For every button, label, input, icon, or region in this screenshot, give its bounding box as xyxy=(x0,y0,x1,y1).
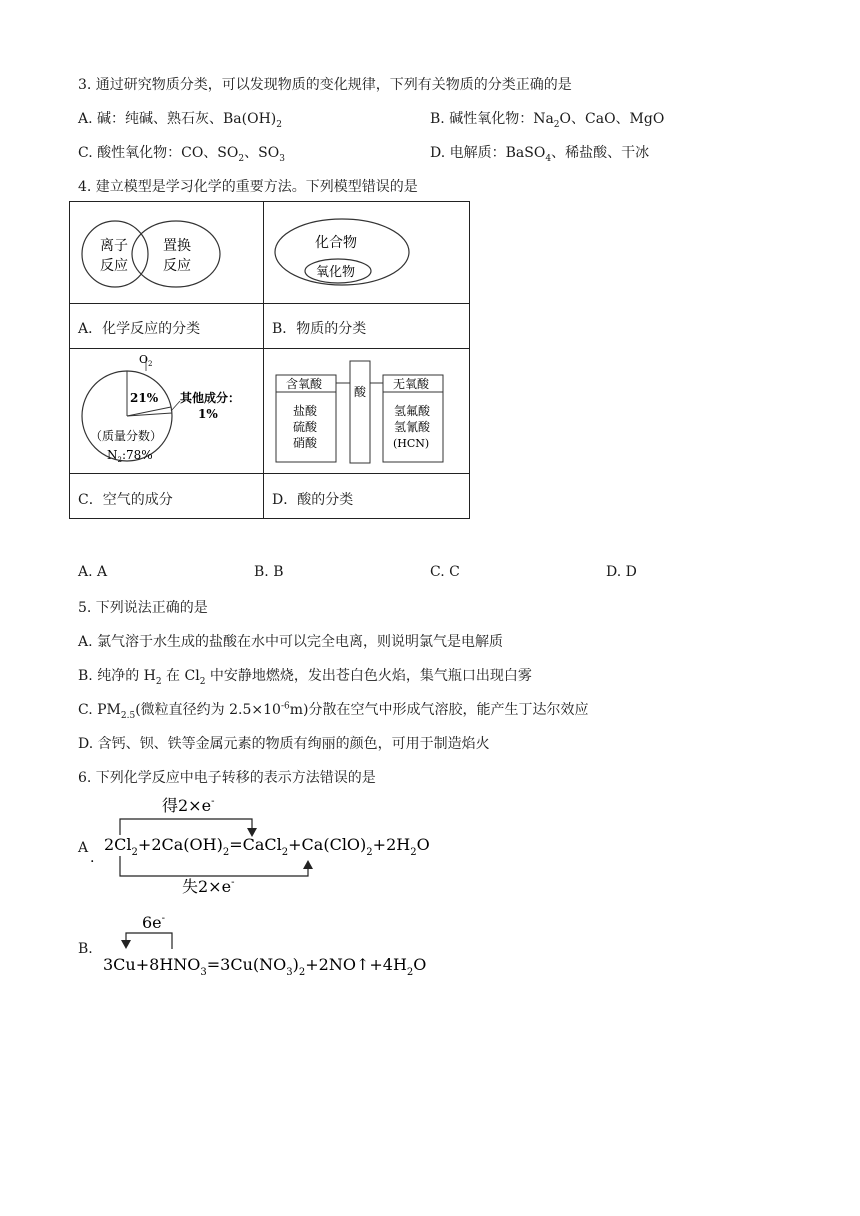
mass-fraction-label: （质量分数） xyxy=(90,429,163,443)
right-circle-line1: 置换 xyxy=(163,238,191,254)
q5-stem: 5. 下列说法正确的是 xyxy=(78,600,208,616)
q5-option-d: D. 含钙、钡、铁等金属元素的物质有绚丽的颜色，可用于制造焰火 xyxy=(78,736,490,752)
q3-option-b: B. 碱性氧化物：$Na_2O$、CaO、MgO xyxy=(430,111,665,130)
q6-option-a-label: A xyxy=(78,840,89,856)
o2-percent: 21% xyxy=(130,391,159,405)
q3-option-d: D. 电解质：BaSO$_4$、稀盐酸、干冰 xyxy=(430,145,650,164)
model-table xyxy=(69,201,470,519)
o2-label: $O_2$ xyxy=(139,353,153,368)
oxygen-free-acid-item: 氢氟酸 xyxy=(394,404,431,418)
q4-answer-c: C. C xyxy=(430,564,460,580)
acid-classification-diagram xyxy=(264,349,470,473)
acid-label: 酸 xyxy=(354,385,367,399)
oxygen-free-acid-item: (HCN) xyxy=(393,437,430,450)
n2-label: $N_2:78\%$ xyxy=(107,448,153,464)
q4-answer-b: B. B xyxy=(254,564,284,580)
equation-b: $3Cu+8HNO_3=3Cu(NO_3)_2+2NO↑+4H_2O$ xyxy=(103,955,427,978)
caption-c: C．空气的成分 xyxy=(78,492,173,508)
q4-answer-d: D. D xyxy=(606,564,637,580)
oxygen-free-acid-item: 氢氰酸 xyxy=(394,420,431,434)
transfer-electrons-label: 6e- xyxy=(142,913,166,932)
caption-d: D．酸的分类 xyxy=(272,492,354,508)
outer-label: 化合物 xyxy=(315,235,357,251)
oxyacid-item: 硝酸 xyxy=(293,436,318,450)
left-circle-line2: 反应 xyxy=(100,258,128,274)
q6-stem: 6. 下列化学反应中电子转移的表示方法错误的是 xyxy=(78,770,376,786)
other-label: 其他成分： xyxy=(180,391,241,405)
dot-mark: . xyxy=(90,850,95,866)
gain-electrons-label: 得2×e- xyxy=(162,796,215,815)
q3-option-c: C. 酸性氧化物：CO、$SO_2$、$SO_3$ xyxy=(78,145,285,164)
electron-transfer-diagram-b xyxy=(96,908,427,978)
left-circle-line1: 离子 xyxy=(100,238,128,254)
q6-option-b-label: B. xyxy=(78,941,93,957)
oxyacid-item: 硫酸 xyxy=(293,420,318,434)
q3-option-a: A. 碱：纯碱、熟石灰、$Ba(OH)_2$ xyxy=(78,111,282,130)
q4-answer-a: A. A xyxy=(78,564,108,580)
venn-diagram xyxy=(70,202,263,303)
right-circle-line2: 反应 xyxy=(163,258,191,274)
oxyacid-header: 含氧酸 xyxy=(286,377,323,391)
q4-stem: 4. 建立模型是学习化学的重要方法。下列模型错误的是 xyxy=(78,179,418,195)
oxyacid-item: 盐酸 xyxy=(293,404,318,418)
q3-stem: 3. 通过研究物质分类，可以发现物质的变化规律，下列有关物质的分类正确的是 xyxy=(78,77,572,93)
air-pie-chart xyxy=(70,349,263,473)
caption-b: B．物质的分类 xyxy=(272,321,367,337)
nested-ellipses xyxy=(264,202,470,303)
oxygen-free-acid-header: 无氧酸 xyxy=(393,377,430,391)
lose-electrons-label: 失2×e- xyxy=(182,877,235,896)
other-percent: 1% xyxy=(198,407,218,421)
caption-a: A．化学反应的分类 xyxy=(78,321,201,337)
q5-option-b: B. 纯净的 $H_2$ 在 $Cl_2$ 中安静地燃烧，发出苍白色火焰，集气瓶口出现白雾 xyxy=(78,668,532,687)
equation-a: $2Cl_2+2Ca(OH)_2=CaCl_2+Ca(ClO)_2+2H_2O$ xyxy=(104,835,430,858)
inner-label: 氧化物 xyxy=(316,265,356,280)
q5-option-c: C. $PM_{2.5}$(微粒直径约为 $2.5\times 10^{-6}m$)分散在空气中形成气溶胶，能产生丁达尔效应 xyxy=(78,701,589,721)
q5-option-a: A. 氯气溶于水生成的盐酸在水中可以完全电离，则说明氯气是电解质 xyxy=(78,634,504,650)
electron-transfer-diagram-a xyxy=(90,792,430,900)
